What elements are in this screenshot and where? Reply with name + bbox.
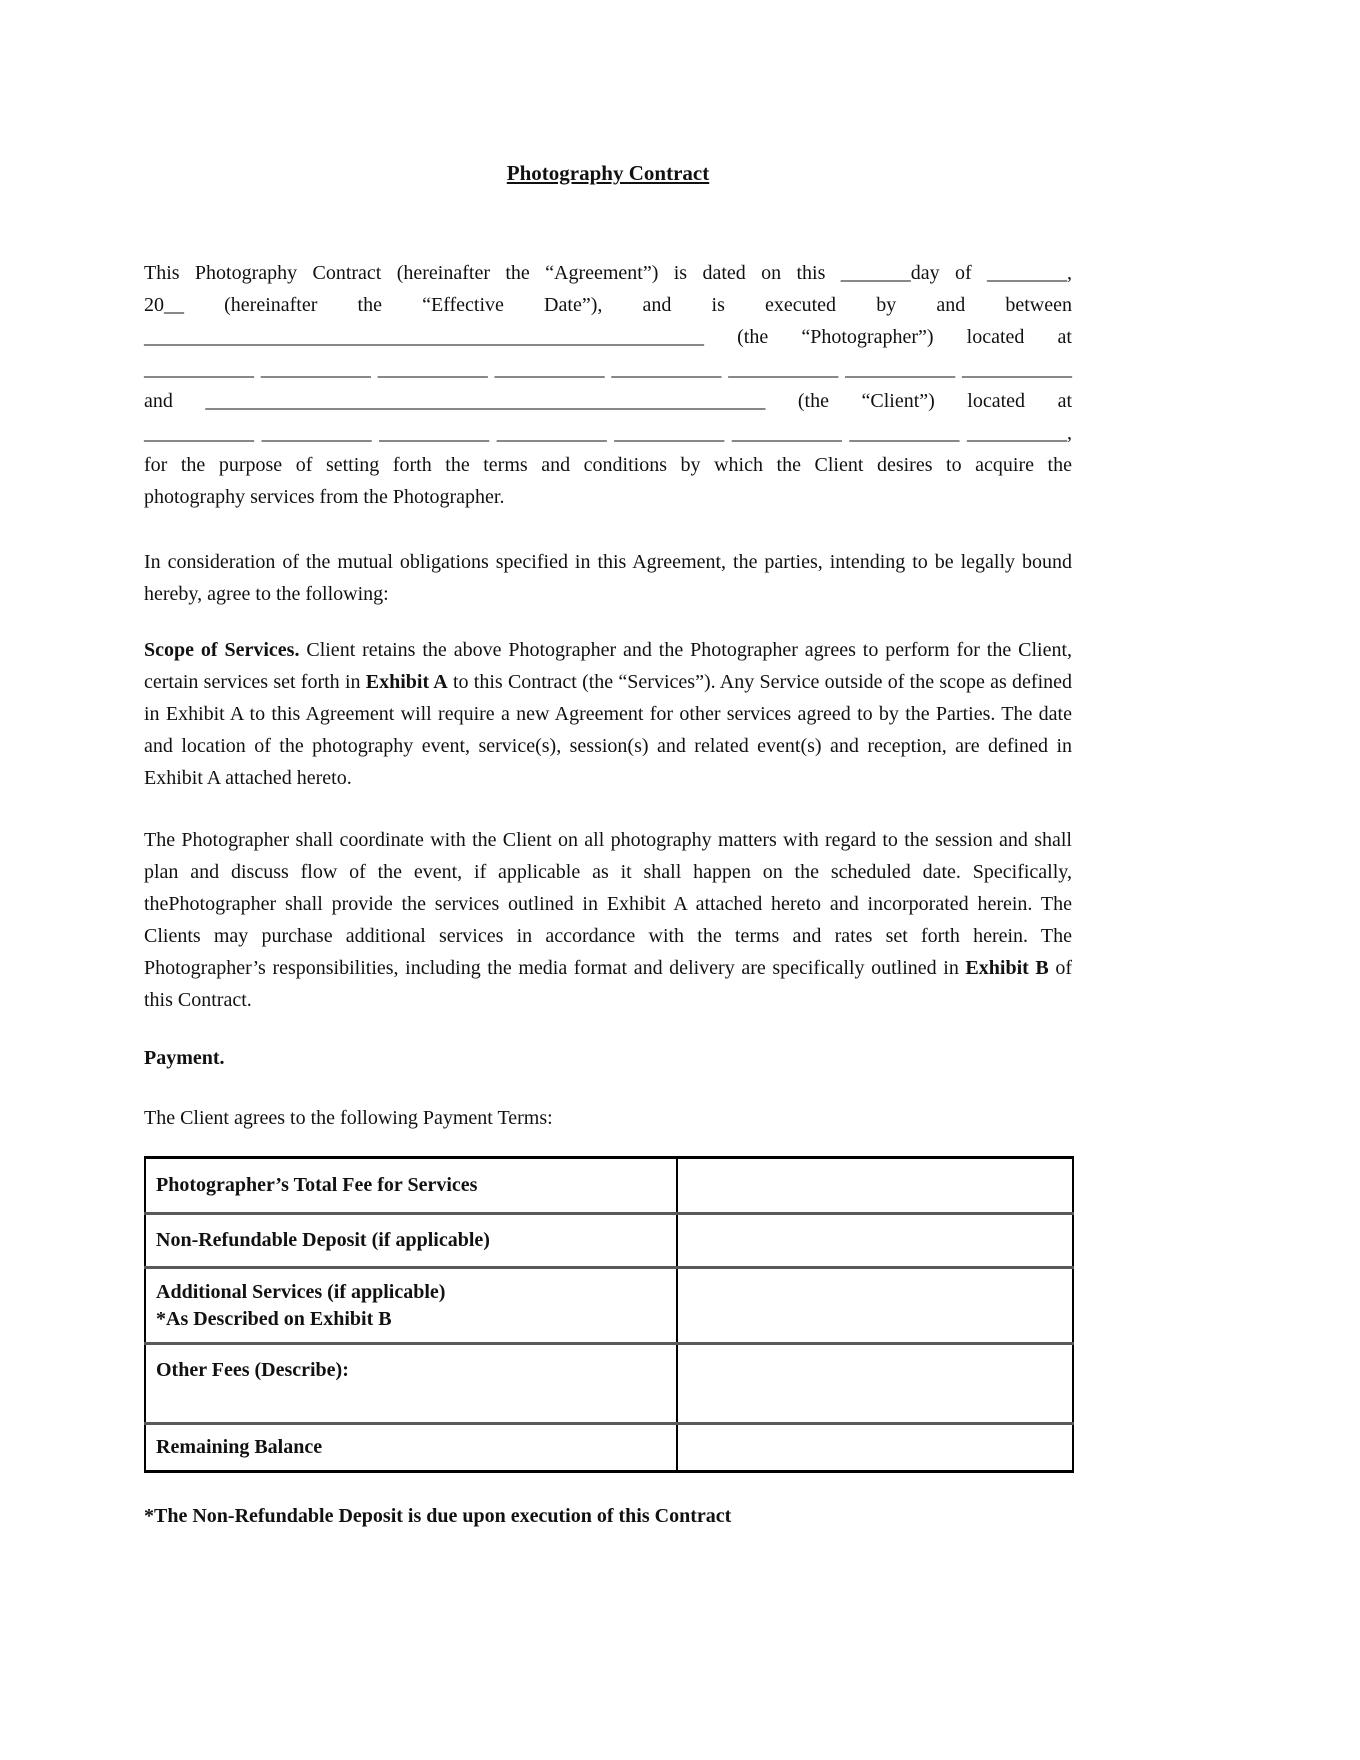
intro-line-address-blank: ___________ ___________ ___________ ___________ ___________ ___________ ___________ ___________ xyxy=(144,358,1072,380)
table-row-total-fee xyxy=(145,1158,1073,1214)
intro-line-client-blank: and ________________________________________________________ (the “Client”) located at xyxy=(144,390,1072,412)
payment-terms-intro: The Client agrees to the following Payment Terms: xyxy=(144,1107,553,1129)
scope-of-services-paragraph xyxy=(144,634,1072,794)
intro-line: photography services from the Photographer. xyxy=(144,486,505,508)
scope-text: to this Contract (the “Services”). Any Service outside of the scope as defined in Exhibit A to this Agreement will require a new Agreement for other services agreed to by the Parties. The date and location of the photography event, service(s), session(s) and related event(s) and reception, are defined in Exhibit A attached hereto. xyxy=(144,671,1073,789)
other-fees-value-cell xyxy=(677,1344,1073,1424)
table-row-other-fees xyxy=(145,1344,1073,1424)
document-title: Photography Contract xyxy=(506,161,710,185)
consideration-paragraph: In consideration of the mutual obligations specified in this Agreement, the parties, intending to be legally bound hereby, agree to the following: xyxy=(144,551,1072,605)
table-row-deposit xyxy=(145,1214,1073,1268)
row-label: Other Fees (Describe): xyxy=(156,1359,349,1381)
additional-services-label-cell xyxy=(145,1268,677,1344)
remaining-balance-label-cell xyxy=(145,1424,677,1472)
payment-terms-table xyxy=(144,1156,1074,1473)
exhibit-a-reference: Exhibit A xyxy=(365,671,448,693)
row-label: Photographer’s Total Fee for Services xyxy=(156,1174,478,1196)
table-row-remaining-balance xyxy=(145,1424,1073,1472)
other-fees-label-cell xyxy=(145,1344,677,1424)
intro-line-photographer-blank: ________________________________________________________ (the “Photographer”) located at xyxy=(144,326,1072,348)
deposit-footnote: *The Non-Refundable Deposit is due upon execution of this Contract xyxy=(144,1505,732,1527)
scope-text: Client retains the above Photographer and the Photographer agrees to perform for the Client, certain services set forth in xyxy=(144,639,1073,693)
additional-services-value-cell xyxy=(677,1268,1073,1344)
deposit-label-cell xyxy=(145,1214,677,1268)
intro-line: for the purpose of setting forth the terms and conditions by which the Client desires to acquire the xyxy=(144,454,1072,476)
intro-paragraph xyxy=(144,257,1072,513)
intro-line: 20__ (hereinafter the “Effective Date”), and is executed by and between xyxy=(144,294,1072,316)
coordination-paragraph xyxy=(144,824,1072,1016)
coordination-text: of this Contract. xyxy=(144,957,1072,1011)
payment-heading: Payment. xyxy=(144,1047,225,1069)
intro-line: This Photography Contract (hereinafter the “Agreement”) is dated on this _______day of ________, xyxy=(144,262,1072,284)
row-label-line2: *As Described on Exhibit B xyxy=(156,1307,392,1330)
coordination-text: The Photographer shall coordinate with the Client on all photography matters with regard to the session and shall plan and discuss flow of the event, if applicable as it shall happen on the scheduled date. Specifically, thePhotographer shall provide the services outlined in Exhibit A attached hereto and incorporated herein. The Clients may purchase additional services in accordance with the terms and rates set forth herein. The Photographer’s responsibilities, including the media format and delivery are specifically outlined in xyxy=(144,829,1072,979)
remaining-balance-value-cell xyxy=(677,1424,1073,1472)
scope-heading-inline: Scope of Services. xyxy=(144,639,300,661)
intro-line-address-blank: ___________ ___________ ___________ ___________ ___________ ___________ ___________ __________, xyxy=(144,422,1072,444)
deposit-value-cell xyxy=(677,1214,1073,1268)
total-fee-value-cell xyxy=(677,1158,1073,1214)
row-label: Non-Refundable Deposit (if applicable) xyxy=(156,1229,490,1251)
row-label: Remaining Balance xyxy=(156,1436,323,1458)
row-label: Additional Services (if applicable) xyxy=(156,1280,446,1303)
exhibit-b-reference: Exhibit B xyxy=(965,957,1049,979)
total-fee-label-cell xyxy=(145,1158,677,1214)
table-row-additional-services xyxy=(145,1268,1073,1344)
